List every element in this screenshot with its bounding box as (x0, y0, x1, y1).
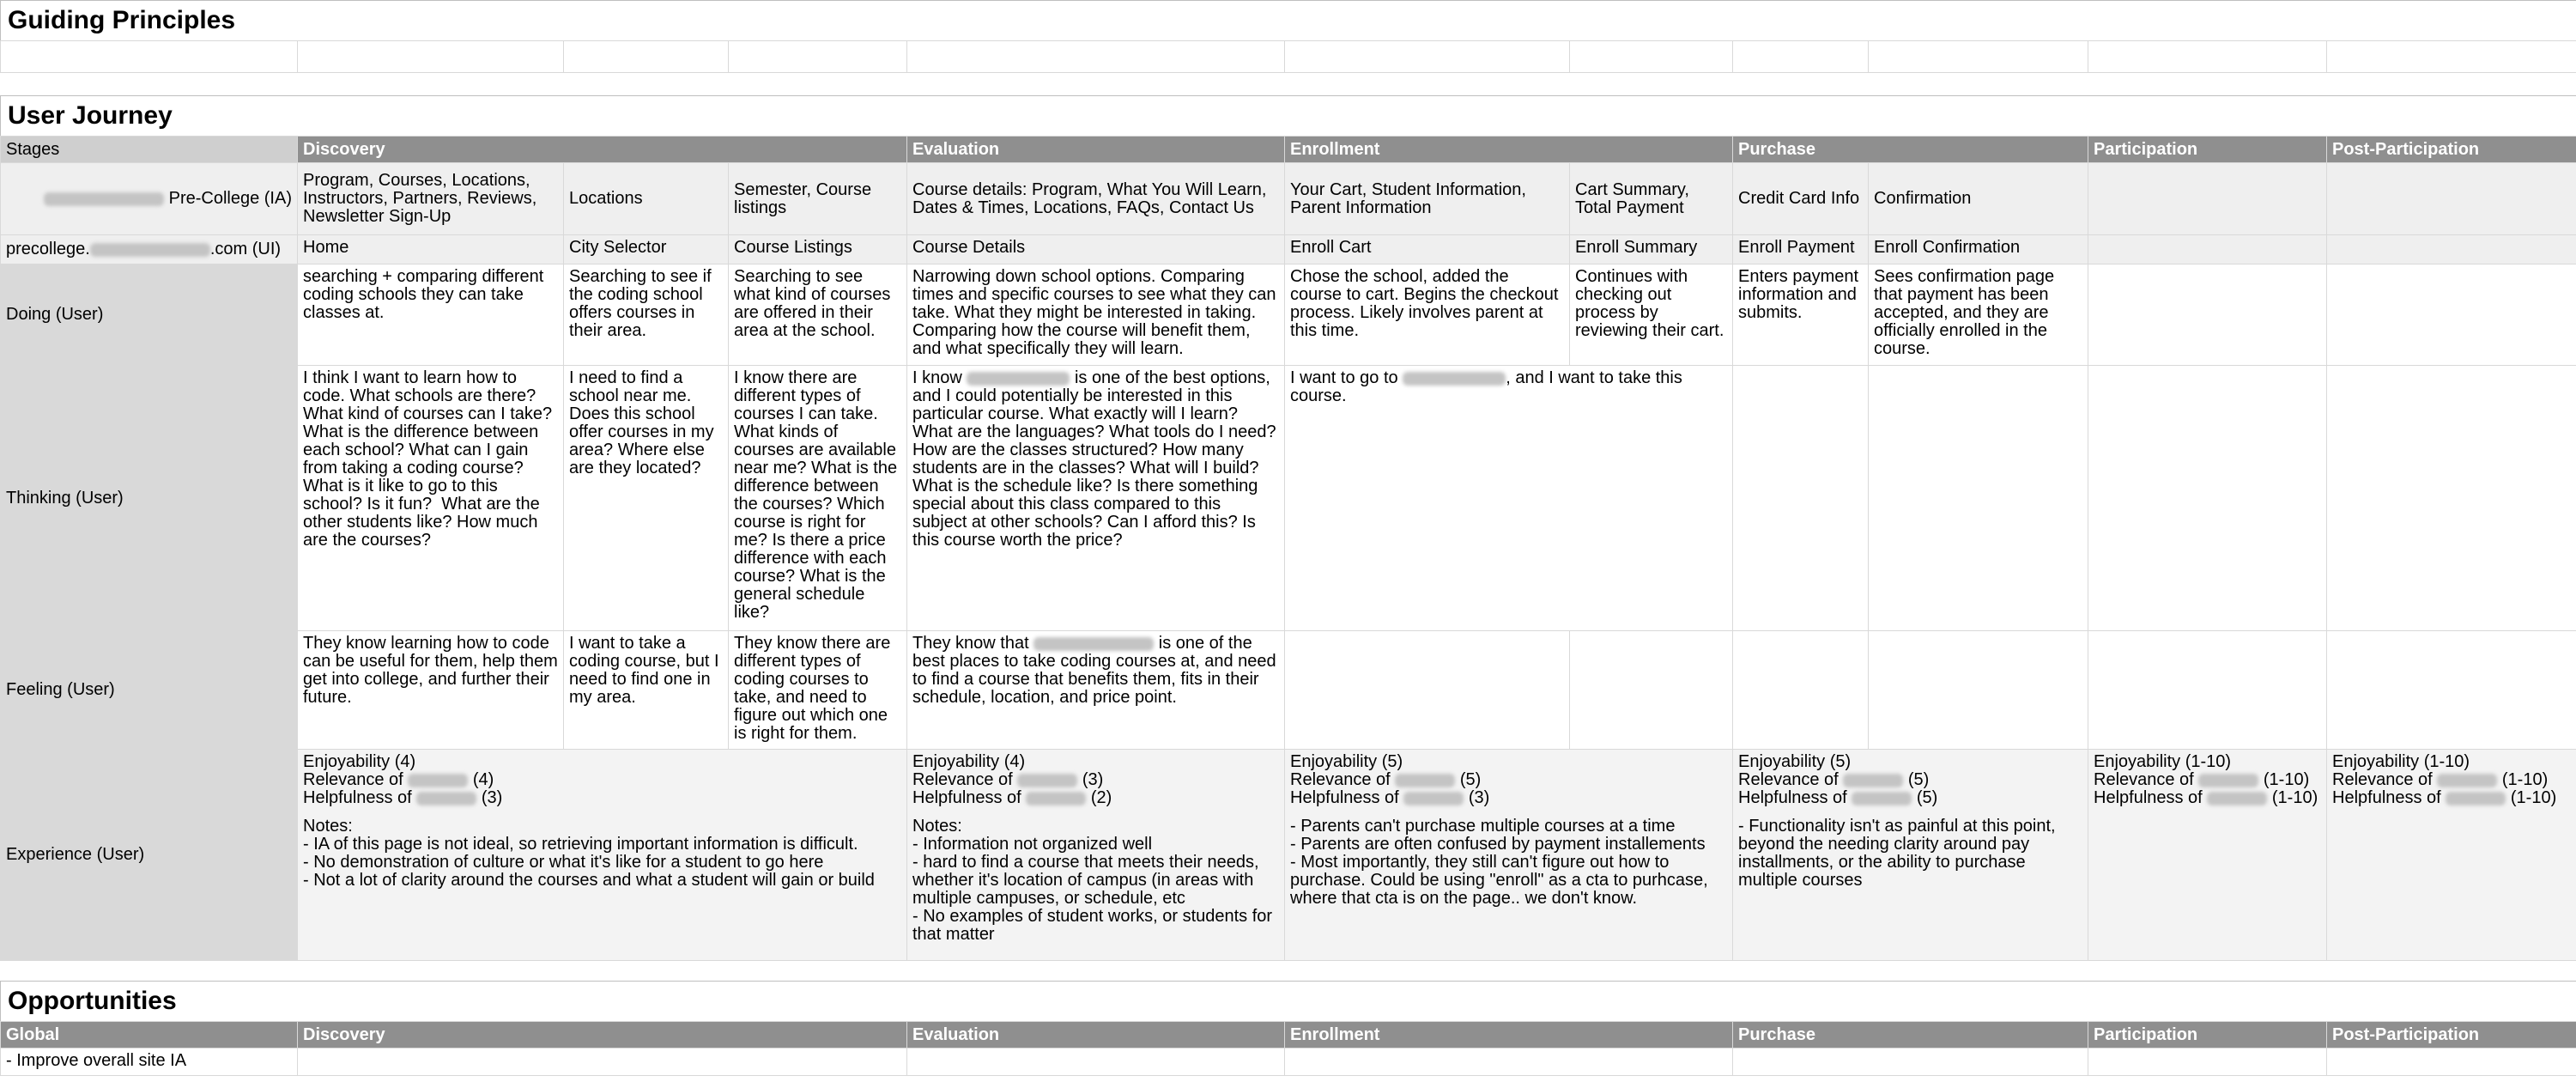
redacted-name (1403, 792, 1464, 805)
opportunities-header-row (1, 1022, 2576, 1049)
redacted-name (1395, 774, 1455, 787)
table-cell[interactable]: searching + comparing different coding schools they can take classes at. (298, 264, 564, 366)
experience-evaluation-cell[interactable]: Enjoyability (4) Relevance of (3) Helpfulness of (2) Notes: - Information not organized well - hard to find a course that meets their needs, whether it's location of campus (in areas with multiple campuses, or schedule, etc - No examples of student works, or students for that matter (907, 750, 1285, 961)
table-cell[interactable] (2327, 1049, 2576, 1076)
table-cell[interactable]: City Selector (564, 235, 729, 264)
table-cell[interactable]: - Improve overall site IA (1, 1049, 298, 1076)
ui-row-label: precollege. .com (UI) (1, 235, 298, 264)
global-label: Global (1, 1022, 298, 1049)
thinking-row (1, 366, 2576, 631)
redacted-name (1843, 774, 1903, 787)
stages-header-row (1, 137, 2576, 163)
table-cell[interactable] (1733, 366, 1869, 631)
table-cell[interactable]: Credit Card Info (1733, 163, 1869, 235)
table-cell[interactable]: I know is one of the best options, and I could potentially be interested in this particular course. What exactly will I learn? What are the languages? What tools do I need? How are the classes structured? How many students are in the classes? What will I build? What is the schedule like? Is there something special about this class compared to this subject at other schools? Can I afford this? Is this course worth the price? (907, 366, 1285, 631)
table-cell[interactable] (2327, 631, 2576, 750)
guiding-principles-table (0, 0, 2576, 73)
table-cell[interactable]: Course details: Program, What You Will Learn, Dates & Times, Locations, FAQs, Contact Us (907, 163, 1285, 235)
stages-label: Stages (1, 137, 298, 163)
user-journey-title: User Journey (1, 96, 2576, 137)
table-cell[interactable]: Locations (564, 163, 729, 235)
table-cell[interactable] (2327, 235, 2576, 264)
table-cell[interactable]: Semester, Course listings (729, 163, 907, 235)
user-journey-table (0, 95, 2576, 961)
opp-stage-post-participation: Post-Participation (2327, 1022, 2576, 1049)
table-cell[interactable] (1733, 631, 1869, 750)
stage-post-participation: Post-Participation (2327, 137, 2576, 163)
table-cell[interactable] (2327, 163, 2576, 235)
table-cell[interactable]: Searching to see if the coding school offers courses in their area. (564, 264, 729, 366)
opp-stage-evaluation: Evaluation (907, 1022, 1285, 1049)
redacted-name (2207, 792, 2267, 805)
ui-row (1, 235, 2576, 264)
table-cell[interactable]: I think I want to learn how to code. What schools are there? What kind of courses can I take? What is the difference between each school? What can I gain from taking a coding course? What is it like to go to this school? Is it fun? What are the other students like? How much are the courses? (298, 366, 564, 631)
opp-stage-discovery: Discovery (298, 1022, 907, 1049)
opp-stage-participation: Participation (2088, 1022, 2327, 1049)
table-cell[interactable]: I know there are different types of courses I can take. What kinds of courses are available near me? What is the difference between the courses? Which course is right for me? Is there a price difference with each course? What is the general schedule like? (729, 366, 907, 631)
table-cell[interactable]: I want to take a coding course, but I need to find one in my area. (564, 631, 729, 750)
stage-discovery: Discovery (298, 137, 907, 163)
redacted-name (1852, 792, 1912, 805)
experience-enrollment-cell[interactable]: Enjoyability (5) Relevance of (5) Helpfulness of (3) - Parents can't purchase multiple courses at a time - Parents are often confused by payment installements - Most importantly, they still can't figure out how to purchase. Could be using "enroll" as a cta to purhcase, where that cta is on the page.. we don't know. (1285, 750, 1733, 961)
opp-stage-enrollment: Enrollment (1285, 1022, 1733, 1049)
experience-purchase-cell[interactable]: Enjoyability (5) Relevance of (5) Helpfulness of (5) - Functionality isn't as painful at this point, beyond the needing clarity around pay installments, or the ability to purchase multiple courses (1733, 750, 2088, 961)
feeling-row-label: Feeling (User) (1, 631, 298, 750)
table-cell[interactable] (2088, 163, 2327, 235)
redacted-name (967, 372, 1070, 386)
ia-row (1, 163, 2576, 235)
table-cell[interactable] (2088, 631, 2327, 750)
ia-row-label: Pre-College (IA) (1, 163, 298, 235)
redacted-name (2198, 774, 2258, 787)
feeling-row (1, 631, 2576, 750)
table-cell[interactable]: Confirmation (1869, 163, 2088, 235)
table-cell[interactable] (1869, 366, 2088, 631)
stage-purchase: Purchase (1733, 137, 2088, 163)
table-cell[interactable] (298, 1049, 907, 1076)
table-cell[interactable]: Narrowing down school options. Comparing times and specific courses to see what they can take. What they might be interested in taking. Comparing how the course will benefit them, and what specifically they will learn. (907, 264, 1285, 366)
redacted-name (2437, 774, 2497, 787)
opportunities-title: Opportunities (1, 982, 2576, 1022)
stage-enrollment: Enrollment (1285, 137, 1733, 163)
experience-discovery-cell[interactable]: Enjoyability (4) Relevance of (4) Helpfulness of (3) Notes: - IA of this page is not ideal, so retrieving important information is difficult. - No demonstration of culture or what it's like for a student to go here - Not a lot of clarity around the courses and what a student will gain or build (298, 750, 907, 961)
table-cell[interactable] (2088, 1049, 2327, 1076)
table-cell[interactable]: Your Cart, Student Information, Parent Information (1285, 163, 1570, 235)
table-cell[interactable] (1285, 631, 1570, 750)
experience-post-participation-cell[interactable]: Enjoyability (1-10) Relevance of (1-10) Helpfulness of (1-10) (2327, 750, 2576, 961)
guiding-principles-title: Guiding Principles (1, 1, 2576, 41)
redacted-name (2446, 792, 2506, 805)
table-cell[interactable]: Enters payment information and submits. (1733, 264, 1869, 366)
redacted-name (90, 243, 210, 257)
table-cell[interactable] (907, 1049, 1285, 1076)
table-cell[interactable]: Enroll Payment (1733, 235, 1869, 264)
opp-stage-purchase: Purchase (1733, 1022, 2088, 1049)
doing-row-label: Doing (User) (1, 264, 298, 366)
redacted-name (1403, 372, 1506, 386)
table-cell[interactable] (1733, 1049, 2088, 1076)
redacted-name (1033, 637, 1154, 651)
table-cell[interactable] (2088, 366, 2327, 631)
experience-participation-cell[interactable]: Enjoyability (1-10) Relevance of (1-10) Helpfulness of (1-10) (2088, 750, 2327, 961)
redacted-name (416, 792, 476, 805)
table-cell[interactable]: Course Details (907, 235, 1285, 264)
thinking-row-label: Thinking (User) (1, 366, 298, 631)
table-cell[interactable]: I need to find a school near me. Does this school offer courses in my area? Where else are they located? (564, 366, 729, 631)
table-cell[interactable] (1570, 631, 1733, 750)
stage-evaluation: Evaluation (907, 137, 1285, 163)
redacted-name (1026, 792, 1086, 805)
redacted-name (408, 774, 468, 787)
stage-participation: Participation (2088, 137, 2327, 163)
table-cell[interactable]: I want to go to , and I want to take this course. (1285, 366, 1733, 631)
table-cell[interactable]: Sees confirmation page that payment has been accepted, and they are officially enrolled in the course. (1869, 264, 2088, 366)
experience-row-label: Experience (User) (1, 750, 298, 961)
table-cell[interactable]: Continues with checking out process by reviewing their cart. (1570, 264, 1733, 366)
redacted-name (1017, 774, 1077, 787)
opportunities-table (0, 981, 2576, 1076)
table-cell[interactable]: Enroll Summary (1570, 235, 1733, 264)
opportunities-row (1, 1049, 2576, 1076)
table-cell[interactable] (2327, 264, 2576, 366)
table-cell[interactable] (1869, 631, 2088, 750)
table-cell[interactable]: Home (298, 235, 564, 264)
table-cell[interactable]: Enroll Cart (1285, 235, 1570, 264)
table-cell[interactable]: They know that is one of the best places to take coding courses at, and need to find a course that benefits them, fits in their schedule, location, and price point. (907, 631, 1285, 750)
table-cell[interactable]: Program, Courses, Locations, Instructors, Partners, Reviews, Newsletter Sign-Up (298, 163, 564, 235)
table-cell[interactable] (2088, 235, 2327, 264)
guiding-principles-empty-row (1, 41, 2576, 73)
redacted-name (44, 192, 164, 206)
doing-row (1, 264, 2576, 366)
table-cell[interactable]: Chose the school, added the course to cart. Begins the checkout process. Likely involves parent at this time. (1285, 264, 1570, 366)
table-cell[interactable]: Enroll Confirmation (1869, 235, 2088, 264)
table-cell[interactable] (1285, 1049, 1733, 1076)
table-cell[interactable]: Cart Summary, Total Payment (1570, 163, 1733, 235)
table-cell[interactable]: They know there are different types of coding courses to take, and need to figure out which one is right for them. (729, 631, 907, 750)
experience-row (1, 750, 2576, 961)
table-cell[interactable] (2088, 264, 2327, 366)
table-cell[interactable] (2327, 366, 2576, 631)
table-cell[interactable]: Course Listings (729, 235, 907, 264)
table-cell[interactable]: Searching to see what kind of courses are offered in their area at the school. (729, 264, 907, 366)
table-cell[interactable]: They know learning how to code can be useful for them, help them get into college, and further their future. (298, 631, 564, 750)
